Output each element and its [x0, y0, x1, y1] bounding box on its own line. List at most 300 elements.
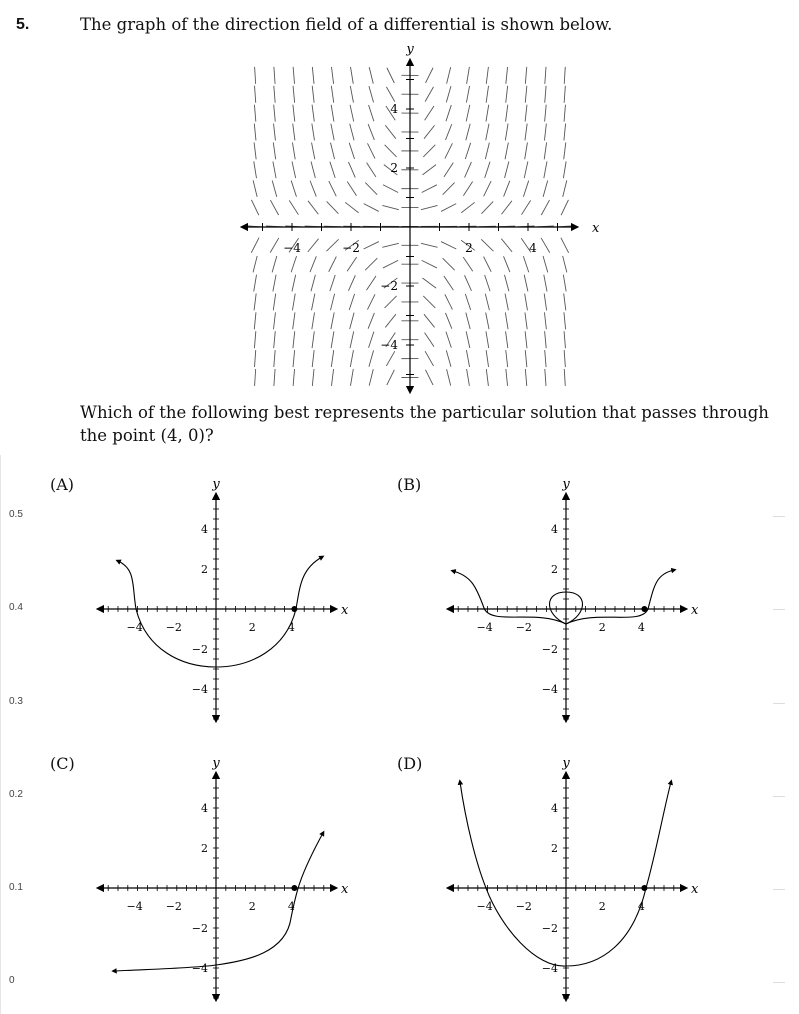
slope-segment: [564, 124, 566, 141]
slope-segment: [350, 350, 353, 367]
slope-segment: [441, 204, 456, 212]
x-tick-label: −4: [283, 241, 301, 255]
slope-segment: [465, 143, 470, 159]
y-tick-label: −4: [541, 962, 558, 975]
slope-segment: [422, 185, 437, 193]
slope-segment: [447, 67, 451, 84]
slope-segment: [329, 181, 336, 196]
slope-segment: [347, 182, 356, 196]
slope-segment: [382, 243, 399, 247]
slope-segment: [506, 369, 508, 386]
slope-segment: [446, 124, 452, 140]
slope-segment: [369, 105, 374, 121]
slope-segment: [274, 369, 275, 386]
x-tick-label: −2: [515, 621, 532, 634]
slope-segment: [273, 161, 276, 178]
slope-segment: [367, 143, 375, 158]
slope-segment: [274, 86, 275, 103]
slope-segment: [369, 332, 374, 348]
slope-segment: [426, 68, 434, 83]
slope-segment: [348, 162, 355, 178]
slope-segment: [423, 296, 435, 308]
x-tick-label: −2: [165, 900, 182, 913]
slope-segment: [564, 350, 565, 367]
slope-segment: [310, 256, 316, 272]
viewer-scale-label: 0.3: [9, 696, 23, 707]
slope-segment: [466, 350, 469, 367]
slope-segment: [424, 314, 435, 327]
slope-segment: [367, 163, 376, 177]
slope-segment: [466, 105, 470, 122]
slope-segment: [272, 180, 277, 196]
slope-segment: [506, 331, 508, 348]
slope-segment: [481, 239, 493, 251]
slope-segment: [273, 142, 275, 159]
slope-segment: [425, 351, 433, 366]
x-tick-label: 2: [248, 900, 256, 913]
slope-segment: [364, 204, 379, 212]
slope-segment: [564, 293, 566, 310]
slope-segment: [369, 86, 374, 102]
slope-segment: [347, 257, 356, 271]
slope-segment: [350, 313, 354, 329]
slope-segment: [505, 143, 508, 160]
slope-segment: [311, 162, 315, 178]
slope-segment: [541, 200, 549, 215]
slope-segment: [270, 200, 278, 215]
slope-segment: [465, 275, 472, 291]
slope-segment: [331, 369, 333, 386]
slope-segment: [564, 142, 566, 159]
y-tick-label: −2: [541, 922, 558, 935]
slope-segment: [270, 238, 279, 253]
slope-segment: [274, 312, 276, 329]
slope-segment: [505, 294, 508, 311]
slope-segment: [367, 276, 376, 290]
slope-segment: [525, 67, 526, 84]
slope-segment: [561, 238, 569, 253]
slope-segment: [312, 86, 314, 103]
slope-segment: [292, 294, 295, 311]
slope-segment: [273, 275, 276, 292]
slope-segment: [445, 143, 453, 158]
y-axis-label: y: [562, 756, 570, 771]
slope-segment: [254, 275, 257, 292]
slope-segment: [525, 124, 527, 141]
slope-segment: [486, 86, 488, 103]
slope-segment: [525, 86, 527, 103]
slope-segment: [544, 312, 546, 329]
slope-segment: [447, 369, 451, 385]
slope-segment: [292, 161, 296, 178]
slope-segment: [348, 275, 355, 291]
slope-segment: [446, 105, 451, 121]
y-axis-label: y: [212, 477, 220, 492]
slope-segment: [525, 143, 528, 160]
slope-segment: [525, 294, 528, 311]
slope-segment: [255, 350, 256, 367]
x-tick-label: −4: [476, 900, 493, 913]
slope-segment: [524, 161, 528, 178]
y-tick-label: −4: [191, 962, 208, 975]
slope-segment: [444, 163, 453, 177]
viewer-scale-label: 0.1: [9, 882, 23, 893]
slope-segment: [501, 239, 512, 252]
slope-segment: [421, 205, 437, 209]
y-axis-label: y: [212, 756, 220, 771]
slope-segment: [524, 275, 528, 292]
slope-segment: [444, 276, 453, 290]
slope-segment: [544, 294, 546, 311]
slope-segment: [544, 124, 546, 141]
y-tick-label: 4: [390, 102, 398, 116]
slope-segment: [465, 294, 470, 310]
slope-segment: [291, 181, 296, 197]
slope-segment: [329, 257, 337, 272]
slope-segment: [274, 331, 276, 348]
slope-segment: [563, 256, 567, 272]
x-tick-label: −4: [476, 621, 493, 634]
slope-segment: [564, 369, 565, 386]
slope-segment: [461, 202, 474, 212]
slope-segment: [327, 201, 339, 213]
y-tick-label: −2: [380, 279, 398, 293]
slope-segment: [561, 200, 568, 215]
slope-segment: [485, 275, 490, 291]
slope-segment: [486, 124, 489, 141]
slope-segment: [368, 313, 374, 329]
slope-segment: [369, 350, 374, 366]
point-4-0: [641, 885, 647, 891]
y-tick-label: −2: [191, 922, 208, 935]
slope-segment: [293, 350, 295, 367]
slope-segment: [485, 294, 489, 310]
slope-segment: [486, 369, 488, 386]
slope-segment: [564, 67, 565, 84]
slope-segment: [481, 201, 493, 213]
slope-segment: [386, 87, 394, 102]
viewer-scale-tick: [773, 889, 785, 890]
slope-segment: [563, 180, 567, 197]
slope-segment: [330, 162, 335, 178]
x-tick-label: 2: [248, 621, 256, 634]
slope-segment: [368, 124, 374, 140]
choice-c-label[interactable]: (C): [50, 754, 75, 773]
y-tick-label: 4: [551, 523, 558, 536]
slope-segment: [446, 86, 451, 102]
slope-segment: [331, 350, 333, 367]
question-prompt: Which of the following best represents the particular solution that passes through the point (4, 0)?: [80, 403, 769, 445]
viewer-scale-label: 0.5: [9, 509, 23, 520]
slope-segment: [331, 105, 334, 122]
slope-segment: [365, 258, 377, 270]
slope-segment: [312, 143, 315, 160]
slope-segment: [564, 86, 565, 103]
slope-segment: [543, 180, 548, 196]
slope-segment: [351, 67, 354, 84]
slope-segment: [466, 313, 470, 329]
solution-curve: [118, 557, 322, 667]
slope-segment: [505, 312, 508, 329]
slope-segment: [330, 294, 334, 310]
slope-segment: [505, 162, 509, 178]
slope-segment: [467, 369, 470, 386]
question-number: 5.: [16, 16, 30, 33]
slope-segment: [386, 351, 394, 366]
slope-segment: [251, 200, 258, 215]
y-tick-label: −4: [380, 338, 398, 352]
slope-segment: [326, 239, 338, 251]
slope-segment: [443, 258, 455, 270]
slope-segment: [330, 275, 335, 291]
choice-b-label[interactable]: (B): [397, 475, 422, 494]
x-axis-label: x: [691, 882, 699, 897]
x-tick-label: 4: [287, 900, 295, 913]
slope-segment: [525, 105, 527, 122]
slope-segment: [254, 293, 256, 310]
slope-segment: [425, 370, 433, 385]
slope-segment: [383, 260, 398, 268]
slope-segment: [255, 369, 256, 386]
slope-segment: [486, 331, 489, 348]
slope-segment: [254, 142, 256, 159]
slope-segment: [525, 312, 527, 329]
slope-segment: [422, 278, 436, 288]
x-tick-label: 4: [287, 621, 295, 634]
slope-segment: [293, 312, 295, 329]
slope-segment: [272, 256, 277, 272]
x-tick-label: 2: [465, 241, 473, 255]
slope-segment: [385, 125, 396, 138]
slope-segment: [293, 86, 295, 103]
slope-segment: [251, 238, 259, 253]
slope-segment: [349, 294, 354, 310]
x-axis-label: x: [341, 603, 349, 618]
x-tick-label: 4: [529, 241, 537, 255]
slope-segment: [331, 124, 334, 141]
slope-segment: [331, 86, 333, 103]
x-tick-label: 4: [637, 900, 645, 913]
y-axis-label: y: [406, 42, 414, 57]
viewer-scale-tick: [773, 516, 785, 517]
slope-segment: [463, 257, 472, 271]
point-4-0: [291, 606, 297, 612]
choice-b-graph[interactable]: [436, 474, 706, 724]
slope-segment: [423, 165, 437, 175]
slope-segment: [525, 350, 527, 367]
slope-segment: [292, 143, 295, 160]
slope-segment: [486, 312, 489, 329]
x-tick-label: 2: [598, 900, 606, 913]
viewer-scale-tick: [773, 796, 785, 797]
y-tick-label: −2: [541, 643, 558, 656]
slope-segment: [274, 67, 275, 84]
slope-segment: [466, 124, 470, 140]
x-axis-label: x: [341, 882, 349, 897]
slope-segment: [544, 161, 547, 178]
slope-segment: [463, 182, 472, 196]
slope-segment: [254, 161, 257, 178]
slope-segment: [446, 350, 451, 366]
slope-segment: [505, 275, 509, 291]
x-tick-label: −4: [126, 621, 143, 634]
slope-segment: [293, 105, 295, 122]
choice-a-graph[interactable]: [86, 474, 356, 724]
slope-segment: [293, 369, 294, 386]
slope-segment: [331, 67, 333, 84]
slope-segment: [254, 105, 255, 122]
slope-segment: [486, 105, 489, 122]
slope-segment: [254, 312, 256, 329]
point-4-0: [291, 885, 297, 891]
y-tick-label: 2: [551, 842, 558, 855]
viewer-scale-tick: [773, 609, 785, 610]
slope-segment: [543, 256, 548, 272]
x-tick-label: −2: [515, 900, 532, 913]
choice-d-graph[interactable]: [436, 753, 706, 1003]
slope-segment: [350, 86, 353, 103]
slope-segment: [466, 86, 469, 103]
slope-segment: [312, 124, 315, 141]
y-tick-label: 4: [201, 802, 208, 815]
slope-segment: [564, 331, 565, 348]
slope-segment: [369, 369, 373, 385]
choice-c-graph[interactable]: [86, 753, 356, 1003]
slope-segment: [312, 105, 314, 122]
slope-segment: [421, 243, 438, 247]
slope-segment: [564, 105, 565, 122]
y-tick-label: −2: [191, 643, 208, 656]
slope-segment: [466, 331, 470, 348]
slope-segment: [523, 181, 528, 197]
slope-segment: [255, 67, 256, 84]
x-tick-label: −4: [126, 900, 143, 913]
slope-segment: [486, 350, 488, 367]
slope-segment: [441, 242, 456, 249]
slope-segment: [505, 124, 508, 141]
slope-segment: [331, 312, 334, 329]
slope-segment: [545, 67, 546, 84]
slope-segment: [521, 200, 530, 214]
slope-segment: [485, 162, 490, 178]
slope-segment: [292, 275, 296, 292]
slope-segment: [445, 313, 451, 329]
y-tick-label: −4: [541, 683, 558, 696]
slope-segment: [293, 124, 295, 141]
slope-segment: [564, 312, 566, 329]
y-tick-label: 2: [551, 563, 558, 576]
slope-segment: [369, 67, 373, 84]
slope-segment: [308, 239, 319, 252]
slope-segment: [385, 296, 397, 308]
slope-segment: [350, 105, 354, 122]
slope-segment: [423, 145, 435, 157]
direction-field-graph: [230, 36, 610, 396]
slope-segment: [350, 369, 353, 386]
slope-segment: [349, 143, 354, 159]
slope-segment: [387, 68, 395, 83]
slope-segment: [467, 67, 470, 84]
slope-segment: [274, 124, 276, 141]
slope-segment: [424, 125, 435, 138]
y-tick-label: 2: [390, 161, 398, 175]
y-tick-label: 4: [551, 802, 558, 815]
slope-segment: [425, 87, 433, 102]
viewer-scale-label: 0: [9, 975, 15, 986]
slope-segment: [525, 331, 527, 348]
viewer-scale-tick: [773, 982, 785, 983]
slope-segment: [486, 67, 488, 84]
slope-segment: [425, 333, 434, 347]
slope-segment: [425, 106, 434, 120]
slope-segment: [350, 124, 354, 140]
slope-segment: [506, 67, 508, 84]
slope-segment: [563, 161, 566, 178]
slope-segment: [545, 350, 546, 367]
slope-segment: [367, 294, 375, 309]
slope-segment: [523, 256, 528, 272]
slope-segment: [331, 143, 335, 160]
slope-segment: [385, 145, 397, 157]
slope-segment: [502, 201, 512, 214]
x-tick-label: 2: [598, 621, 606, 634]
slope-segment: [364, 242, 379, 249]
slope-segment: [312, 67, 314, 84]
point-4-0: [641, 606, 647, 612]
slope-segment: [544, 142, 546, 159]
slope-segment: [385, 314, 396, 327]
viewer-scale-label: 0.4: [9, 602, 23, 613]
slope-segment: [545, 331, 547, 348]
y-axis-label: y: [562, 477, 570, 492]
slope-segment: [485, 143, 489, 160]
slope-segment: [506, 105, 508, 122]
slope-segment: [291, 256, 296, 272]
choice-d-label[interactable]: (D): [397, 754, 423, 773]
y-tick-label: −4: [191, 683, 208, 696]
slope-segment: [311, 275, 315, 291]
slope-segment: [312, 294, 315, 311]
slope-segment: [289, 200, 298, 214]
choice-a-label[interactable]: (A): [50, 475, 75, 494]
y-tick-label: 2: [201, 563, 208, 576]
slope-segment: [445, 294, 453, 309]
slope-segment: [312, 350, 314, 367]
slope-segment: [308, 201, 318, 214]
slope-segment: [545, 86, 546, 103]
slope-segment: [544, 275, 547, 292]
slope-segment: [312, 369, 314, 386]
viewer-scale-tick: [773, 703, 785, 704]
slope-segment: [545, 105, 547, 122]
x-axis-label: x: [691, 603, 699, 618]
slope-segment: [274, 350, 275, 367]
slope-segment: [446, 332, 451, 348]
x-tick-label: 4: [637, 621, 645, 634]
slope-segment: [443, 183, 455, 195]
slope-segment: [274, 105, 276, 122]
slope-segment: [331, 331, 334, 348]
slope-segment: [382, 205, 398, 209]
slope-segment: [293, 67, 294, 84]
slope-segment: [253, 256, 257, 272]
slope-segment: [254, 331, 255, 348]
question-stem: The graph of the direction field of a differential is shown below.: [80, 15, 613, 34]
x-tick-label: −2: [165, 621, 182, 634]
solution-curve: [453, 570, 674, 624]
slope-segment: [484, 257, 492, 272]
slope-segment: [310, 181, 316, 197]
